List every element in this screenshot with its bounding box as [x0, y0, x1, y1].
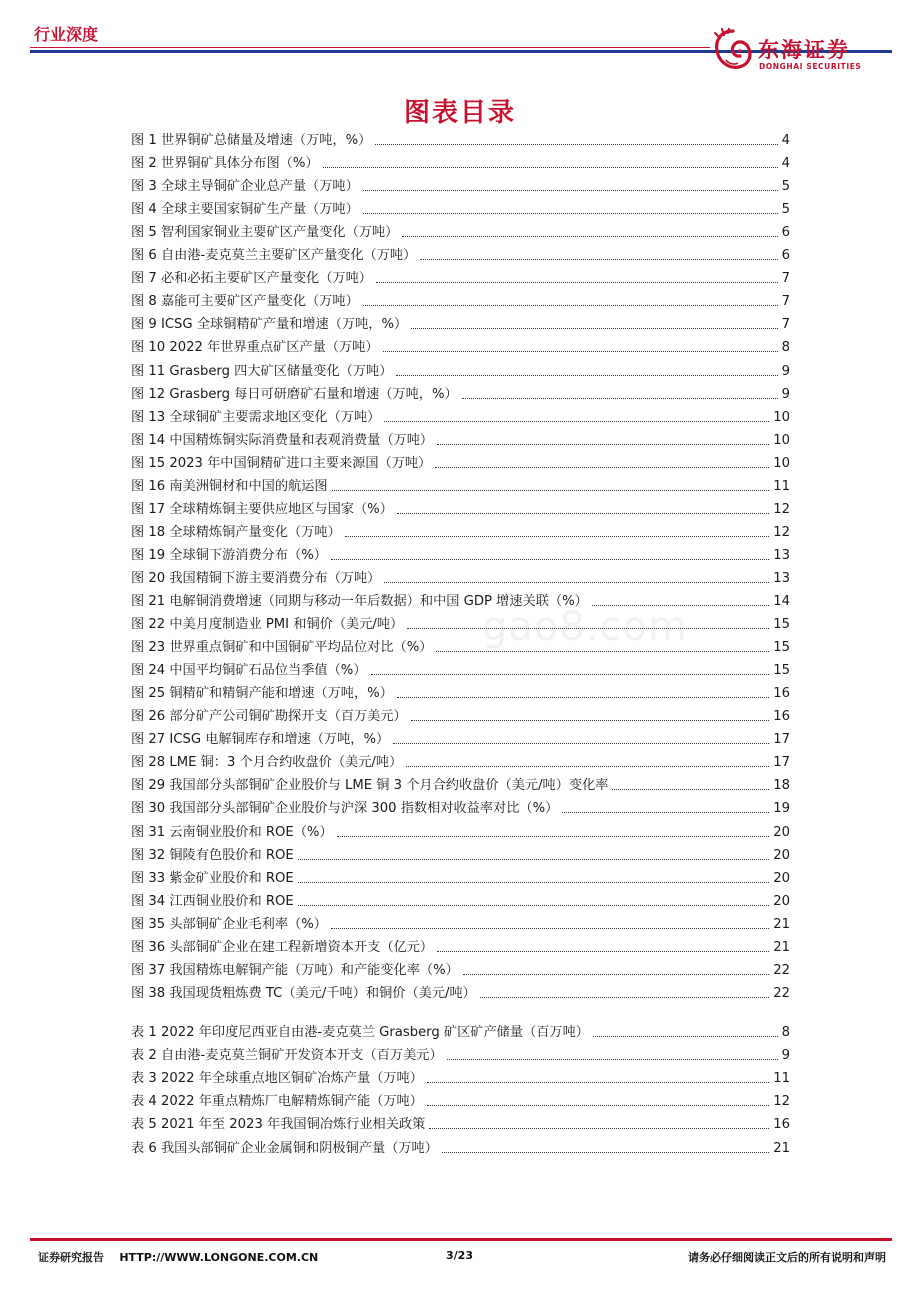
dot-leader: [397, 697, 769, 698]
table-entry[interactable]: [131, 1022, 790, 1042]
entry-label: 图 21 电解铜消费增速（同期与移动一年后数据）和中国 GDP 增速关联（%）: [131, 594, 588, 609]
entry-label: 图 14 中国精炼铜实际消费量和表观消费量（万吨）: [131, 432, 434, 448]
entry-label: 图 34 江西铜业股价和 ROE: [131, 893, 294, 909]
entry-page-number: 9: [781, 1048, 790, 1064]
entry-page-number: 6: [781, 248, 790, 264]
entry-label: 图 9 ICSG 全球铜精矿产量和增速（万吨，%）: [131, 317, 408, 333]
dot-leader: [383, 351, 778, 352]
entry-label: 图 19 全球铜下游消费分布（%）: [131, 547, 327, 563]
entry-label: 表 1 2022 年印度尼西亚自由港-麦克莫兰 Grasberg 矿区矿产储量（百万吨）: [131, 1025, 589, 1040]
figure-entry[interactable]: [131, 199, 790, 219]
figure-entry[interactable]: [131, 130, 790, 150]
entry-label: 图 20 我国精铜下游主要消费分布（万吨）: [131, 570, 381, 586]
entry-label: 图 15 2023 年中国铜精矿进口主要来源国（万吨）: [131, 455, 432, 471]
entry-label: 图 12 Grasberg 每日可研磨矿石量和增速（万吨，%）: [131, 386, 458, 402]
entry-label: 图 28 LME 铜：3 个月合约收盘价（美元/吨）: [131, 755, 403, 771]
entry-page-number: 5: [781, 179, 790, 195]
figure-entry[interactable]: [131, 729, 790, 749]
dot-leader: [437, 951, 769, 952]
dot-leader: [562, 812, 769, 813]
figure-entry[interactable]: [131, 752, 790, 772]
entry-page-number: 7: [781, 294, 790, 310]
figure-entry[interactable]: [131, 914, 790, 934]
entry-label: 表 3 2022 年全球重点地区铜矿冶炼产量（万吨）: [131, 1071, 423, 1087]
figure-entry[interactable]: [131, 706, 790, 726]
entry-label: 图 17 全球精炼铜主要供应地区与国家（%）: [131, 501, 393, 517]
entry-label: 图 25 铜精矿和精铜产能和增速（万吨，%）: [131, 686, 393, 702]
figure-entry[interactable]: [131, 499, 790, 519]
footer-left: 证券研究报告 HTTP://WWW.LONGONE.COM.CN: [38, 1251, 319, 1264]
dot-leader: [427, 1082, 769, 1083]
figure-entry[interactable]: [131, 845, 790, 865]
entry-page-number: 21: [773, 1140, 790, 1156]
dot-leader: [592, 605, 769, 606]
entry-page-number: 10: [773, 432, 790, 448]
entry-page-number: 5: [781, 202, 790, 218]
figure-entry[interactable]: [131, 660, 790, 680]
watermark: gao8.com: [482, 604, 688, 650]
dot-leader: [298, 882, 769, 883]
entry-label: 图 32 铜陵有色股价和 ROE: [131, 847, 294, 863]
figure-entry[interactable]: [131, 176, 790, 196]
entry-page-number: 20: [773, 870, 790, 886]
dot-leader: [337, 836, 770, 837]
dot-leader: [612, 789, 769, 790]
figure-entry[interactable]: [131, 637, 790, 657]
footer-rule: [30, 1238, 892, 1241]
figure-entry[interactable]: [131, 222, 790, 242]
figure-entry[interactable]: [131, 361, 790, 381]
figure-entry[interactable]: [131, 545, 790, 565]
dot-leader: [393, 743, 769, 744]
logo-chinese-name: 东海证券: [758, 38, 850, 62]
figure-entry[interactable]: [131, 891, 790, 911]
entry-page-number: 15: [773, 617, 790, 633]
dot-leader: [480, 997, 769, 998]
dot-leader: [331, 559, 769, 560]
dot-leader: [593, 1036, 778, 1037]
entry-page-number: 16: [773, 709, 790, 725]
dot-leader: [407, 628, 769, 629]
dot-leader: [397, 513, 769, 514]
entry-page-number: 9: [781, 363, 790, 379]
dot-leader: [331, 928, 769, 929]
entry-label: 图 13 全球铜矿主要需求地区变化（万吨）: [131, 409, 381, 425]
entry-page-number: 11: [773, 1071, 790, 1087]
header-rule-accent: [30, 47, 710, 48]
figure-entry[interactable]: [131, 683, 790, 703]
figure-entry[interactable]: [131, 453, 790, 473]
figure-entry[interactable]: [131, 522, 790, 542]
figure-entry[interactable]: [131, 775, 790, 795]
entry-label: 图 29 我国部分头部铜矿企业股价与 LME 铜 3 个月合约收盘价（美元/吨）变化率: [131, 778, 609, 794]
entry-label: 图 8 嘉能可主要矿区产量变化（万吨）: [131, 294, 359, 310]
entry-page-number: 12: [773, 501, 790, 517]
dot-leader: [411, 328, 777, 329]
figure-entry[interactable]: [131, 960, 790, 980]
dot-leader: [363, 213, 778, 214]
entry-page-number: 12: [773, 1094, 790, 1110]
figure-entry[interactable]: [131, 268, 790, 288]
entry-label: 图 2 世界铜矿具体分布图（%）: [131, 156, 319, 172]
entry-label: 图 3 全球主导铜矿企业总产量（万吨）: [131, 179, 359, 195]
table-entry[interactable]: [131, 1045, 790, 1065]
dot-leader: [363, 190, 778, 191]
entry-label: 图 5 智利国家铜业主要矿区产量变化（万吨）: [131, 225, 399, 241]
entry-page-number: 4: [781, 156, 790, 172]
dot-leader: [435, 467, 769, 468]
entry-page-number: 14: [773, 594, 790, 609]
figure-entry[interactable]: [131, 337, 790, 357]
entry-page-number: 9: [781, 386, 790, 402]
entry-label: 图 1 世界铜矿总储量及增速（万吨，%）: [131, 133, 372, 148]
figure-entry[interactable]: [131, 868, 790, 888]
entry-page-number: 19: [773, 801, 790, 817]
entry-label: 图 27 ICSG 电解铜库存和增速（万吨，%）: [131, 732, 390, 748]
dot-leader: [371, 674, 770, 675]
figure-entry[interactable]: [131, 983, 790, 1003]
dot-leader: [442, 1152, 769, 1153]
entry-label: 图 11 Grasberg 四大矿区储量变化（万吨）: [131, 363, 393, 379]
dot-leader: [463, 974, 769, 975]
entry-page-number: 22: [773, 985, 790, 1001]
entry-page-number: 12: [773, 524, 790, 540]
table-entry[interactable]: [131, 1114, 790, 1134]
figure-entry[interactable]: [131, 430, 790, 450]
figure-entry[interactable]: [131, 314, 790, 334]
figure-entry[interactable]: [131, 407, 790, 427]
section-tag: 行业深度: [34, 25, 99, 44]
dot-leader: [384, 582, 769, 583]
entry-page-number: 16: [773, 686, 790, 702]
dot-leader: [436, 651, 769, 652]
dot-leader: [375, 144, 777, 145]
entry-label: 表 6 我国头部铜矿企业金属铜和阴极铜产量（万吨）: [131, 1140, 438, 1156]
entry-label: 图 16 南美洲铜材和中国的航运图: [131, 478, 328, 494]
entry-label: 图 6 自由港-麦克莫兰主要矿区产量变化（万吨）: [131, 248, 417, 264]
entry-label: 图 38 我国现货粗炼费 TC（美元/千吨）和铜价（美元/吨）: [131, 985, 476, 1001]
dot-leader: [427, 1105, 769, 1106]
entry-page-number: 13: [773, 547, 790, 563]
entry-label: 图 33 紫金矿业股价和 ROE: [131, 870, 294, 886]
dot-leader: [406, 766, 769, 767]
figure-entry[interactable]: [131, 591, 790, 611]
dot-leader: [429, 1128, 769, 1129]
entry-page-number: 17: [773, 732, 790, 748]
entry-page-number: 17: [773, 755, 790, 771]
figure-entry[interactable]: [131, 937, 790, 957]
dot-leader: [437, 444, 769, 445]
entry-page-number: 22: [773, 962, 790, 978]
entry-page-number: 7: [781, 317, 790, 333]
entry-label: 图 10 2022 年世界重点矿区产量（万吨）: [131, 340, 379, 356]
figure-entry[interactable]: [131, 291, 790, 311]
figure-entry[interactable]: [131, 476, 790, 496]
entry-page-number: 8: [781, 1025, 790, 1040]
entry-label: 图 22 中美月度制造业 PMI 和铜价（美元/吨）: [131, 617, 404, 633]
entry-page-number: 8: [781, 340, 790, 356]
dot-leader: [298, 859, 769, 860]
entry-page-number: 11: [773, 478, 790, 494]
dot-leader: [447, 1059, 778, 1060]
entry-page-number: 10: [773, 409, 790, 425]
dot-leader: [323, 167, 778, 168]
entry-label: 表 2 自由港-麦克莫兰铜矿开发资本开支（百万美元）: [131, 1048, 443, 1064]
dot-leader: [420, 259, 777, 260]
entry-page-number: 15: [773, 663, 790, 679]
figure-entry[interactable]: [131, 614, 790, 634]
dot-leader: [298, 905, 769, 906]
entry-label: 图 4 全球主要国家铜矿生产量（万吨）: [131, 202, 359, 218]
entry-page-number: 16: [773, 1117, 790, 1133]
dot-leader: [402, 236, 777, 237]
entry-label: 图 26 部分矿产公司铜矿勘探开支（百万美元）: [131, 709, 407, 725]
entry-page-number: 20: [773, 893, 790, 909]
entry-page-number: 7: [781, 271, 790, 287]
figure-entry[interactable]: [131, 798, 790, 818]
dot-leader: [345, 536, 769, 537]
table-entry[interactable]: [131, 1091, 790, 1111]
dot-leader: [411, 720, 769, 721]
entry-label: 图 31 云南铜业股价和 ROE（%）: [131, 824, 333, 840]
entry-label: 图 7 必和必拓主要矿区产量变化（万吨）: [131, 271, 372, 287]
entry-label: 表 4 2022 年重点精炼厂电解精炼铜产能（万吨）: [131, 1094, 423, 1110]
figure-entry[interactable]: [131, 245, 790, 265]
dot-leader: [332, 490, 770, 491]
page-number: 3/23: [446, 1249, 473, 1262]
entry-page-number: 6: [781, 225, 790, 241]
donghai-securities-logo: [712, 28, 902, 76]
figure-entry[interactable]: [131, 153, 790, 173]
entry-label: 图 24 中国平均铜矿石品位当季值（%）: [131, 663, 367, 679]
entry-page-number: 21: [773, 939, 790, 955]
entry-label: 图 37 我国精炼电解铜产能（万吨）和产能变化率（%）: [131, 962, 459, 978]
entry-label: 图 36 头部铜矿企业在建工程新增资本开支（亿元）: [131, 939, 434, 955]
figure-entry[interactable]: [131, 822, 790, 842]
entry-label: 图 35 头部铜矿企业毛利率（%）: [131, 916, 327, 932]
entry-label: 图 30 我国部分头部铜矿企业股价与沪深 300 指数相对收益率对比（%）: [131, 801, 559, 817]
entry-page-number: 21: [773, 916, 790, 932]
entry-page-number: 15: [773, 640, 790, 656]
dot-leader: [384, 421, 769, 422]
entry-label: 表 5 2021 年至 2023 年我国铜冶炼行业相关政策: [131, 1117, 426, 1133]
entry-page-number: 10: [773, 455, 790, 471]
logo-english-name: DONGHAI SECURITIES: [759, 62, 862, 71]
dot-leader: [376, 282, 778, 283]
entry-page-number: 18: [773, 778, 790, 794]
entry-page-number: 20: [773, 824, 790, 840]
entry-label: 图 18 全球精炼铜产量变化（万吨）: [131, 524, 341, 540]
footer-disclaimer: 请务必仔细阅读正文后的所有说明和声明: [688, 1251, 886, 1264]
entry-page-number: 4: [781, 133, 790, 148]
table-entry[interactable]: [131, 1138, 790, 1158]
entry-page-number: 20: [773, 847, 790, 863]
dragon-logo-icon: [712, 28, 754, 72]
dot-leader: [396, 375, 777, 376]
dot-leader: [462, 398, 778, 399]
dot-leader: [363, 305, 778, 306]
figure-entry[interactable]: [131, 384, 790, 404]
page-title: 图表目录: [403, 98, 516, 128]
table-entry[interactable]: [131, 1068, 790, 1088]
figure-entry[interactable]: [131, 568, 790, 588]
entry-label: 图 23 世界重点铜矿和中国铜矿平均品位对比（%）: [131, 640, 433, 656]
entry-page-number: 13: [773, 570, 790, 586]
